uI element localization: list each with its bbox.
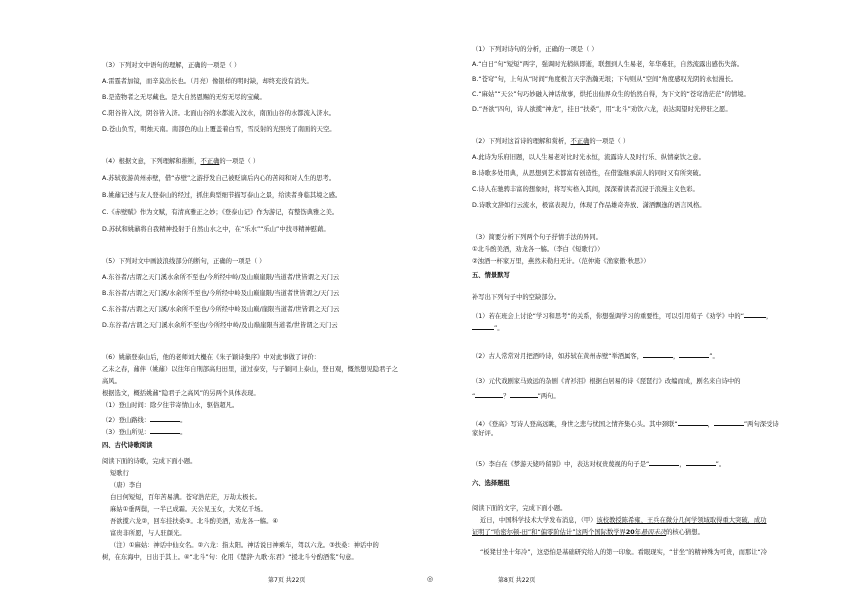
s5-item-3: （3）元代戏剧家马致远的杂剧《青衫泪》根据白居易的诗《琵琶行》改编而成，剧名来自诗中的 [472,378,741,385]
q4-stem-emphasis: 不正确 [200,158,220,165]
q4-option-c: C.《赤壁赋》作为文赋，有清真雅正之妙；《登泰山记》作为游记，有整饬典雅之美。 [102,209,339,216]
answer-blank[interactable] [679,351,709,358]
poem-note-2: 树，在东海中，日出于其上。④“北斗”句：化用《楚辞·九歌·东君》“援北斗兮酌酒浆”句意。 [102,554,358,561]
answer-blank[interactable] [150,415,180,422]
q2-option-a: A.此诗为乐府旧题，以人生易老对比时光永恒，流露诗人及时行乐、纵情豪饮之意。 [472,154,705,161]
q2-stem: （2）下列对这首诗的理解和赏析，不正确的一项是（ ） [472,138,630,145]
q5-option-a: A.东谷者/古谓之天门溪水余所不至也/今所经中岭/及山巅崖限/当道者/世皆谓之天门云 [102,274,340,281]
q5-option-c: C.东谷者/古谓之天门溪/水余所不至也/今所经中岭及山巅/崖限当道者/世皆谓之天门云 [102,306,340,313]
answer-blank[interactable] [744,311,766,318]
q4-option-d: D.苏轼和姚鼐将自我精神投射于自然山水之中，在“乐水”“乐山”中找寻精神慰藉。 [102,226,330,233]
q6-line-1: （6）姚鼐登泰山后，他的老师刘大櫆在《朱子颖诗集序》中对此事做了评价： [102,354,321,361]
poem-line-1: 白日何短短，百年苦易满。苍穹浩茫茫，万劫太极长。 [110,494,262,501]
section-6-intro: 阅读下面的文字，完成下面小题。 [472,505,567,512]
q3-option-d: D.苍山负雪，明烛天南。南部色的山上覆盖着白雪，雪反射的光照亮了南面的天空。 [102,126,336,133]
q1-option-a: A.“白日”句“短短”两字，强调时光稍纵即逝，联想到人生易老，年华难驻，自然流露出感伤失落。 [472,61,744,68]
q4-stem: （4）根据文意，下列理解和推断，不正确的一项是（ ） [102,158,260,165]
s5-item-4: （4）《登高》写诗人登高远眺，身世之悲与忧国之情齐集心头。其中颈联“ ， ”两句深受诗 [472,421,779,428]
q2-stem-emphasis: 不正确 [570,138,590,145]
q6-line-2: 乙未之春，鼐伴（姚鼐）以往年自刑部高归田里，道过泰安，与子颖同上泰山，登日观，慨然想见隐君子之 [102,366,398,373]
answer-blank[interactable] [475,391,503,398]
q5-option-b: B.东谷者/古谓之天门溪/水余所不至也/今所经中岭及山巅崖限/当道者世皆谓之/天门云 [102,290,340,297]
q6-line-3: 高风。 [102,378,121,385]
section-4-intro: 阅读下面的诗歌，完成下面小题。 [102,458,197,465]
poem-title: 短歌行 [110,470,129,477]
q3-option-c: C.阳谷皆入汶，阴谷皆入济。北面山谷的水都流入汶水，南面山谷的水都流入济水。 [102,110,336,117]
q2-option-d: D.诗歌文辞如行云流水，极富表现力，体现了作品雄奇奔放、潇洒飘逸的语言风格。 [472,202,706,209]
section-4-heading: 四、古代诗歌阅读 [102,442,153,449]
s5-item-4-cont: 家好评。 [472,430,498,437]
page-number-right: 第8页 共22页 [498,577,536,584]
q3-stem-right: （3）简要分析下列两个句子抒情手法的异同。 [472,234,602,241]
answer-blank[interactable] [686,459,716,466]
answer-blank[interactable] [714,419,744,426]
s6-paragraph-line-3: “板凳甘坐十年冷”，这恐怕是基础研究给人的第一印象。看眼现实，“甘坐”的精神殊为可贵，而那让“冷 [480,549,768,556]
answer-blank[interactable] [678,419,708,426]
q5-stem: （5）下列对文中画波浪线部分的断句，正确的一项是（ ） [102,258,266,265]
q6-line-7: （3）登山所见： 。 [102,429,187,436]
s5-item-2: （2）古人常常对月把酒吟诗，如苏轼在黄州赤壁“举酒属客， ， ”。 [472,353,719,360]
s6-paragraph-line-2: 证明了“哈密尔顿-田”和“偏零阶估计”这两个国际数学界20年悬而未决的核心猜想。 [472,529,704,536]
poem-line-4: 富贵非所愿，与人驻颜光。 [110,530,186,537]
poem-line-2: 麻姑①垂两鬓，一半已成霜。天公见玉女，大笑亿千场。 [110,506,267,513]
q2-option-c: C.诗人在驰骋丰富的想象时，将写实格入其间，深深着读者沉浸于浪漫主义色彩。 [472,186,699,193]
q3-option-a: A.雷霆者加镜，而辛莫出长也。（月亮）像银样的明时缺，却终充没有消失。 [102,78,313,85]
q6-line-5: （1）登山时间：除夕往节寄情山水，驱俗超凡。 [102,402,239,409]
section-5-heading: 五、情景默写 [472,272,510,279]
q2-option-b: B.诗歌多处用典，从思想到艺术都富有创造性，在借鉴继承前人的同时又有所突破。 [472,170,706,177]
poem-line-3: 吾欲揽六龙②，回车挂扶桑③。北斗酌美酒，劝龙各一觞。④ [110,518,279,525]
s5-item-1: （1）若在班会上讨论“学习和思考”的关系，你想强调学习的重要性，可以引用荀子《劝学》中的“ ， [472,313,773,320]
answer-blank[interactable] [643,351,673,358]
poem-author: （唐）李白 [110,482,142,489]
q1-option-b: B.“苍穹”句，上句从“时间”角度极言天宇浩瀚无垠；下句则从“空间”角度感叹光阴的永恒漫长。 [472,76,738,83]
poem-note-1: （注）①麻姑：神话中仙女名。②六龙：指太阳。神话说日神乘车，驾以六龙。③扶桑：神话中的 [110,542,379,549]
section-5-intro: 补写出下列句子中的空缺部分。 [472,294,561,301]
q5-option-d: D.东谷者/古谓之天门溪水余所不至也/今所经中岭/及山巅崖限当道者/世皆谓之天门云 [102,322,338,329]
q3-option-b: B.是造物者之无尽藏也。是大自然恩赐的无穷无尽的宝藏。 [102,94,266,101]
answer-blank[interactable] [150,427,180,434]
page-number-left: 第7页 共22页 [268,577,306,584]
answer-blank[interactable] [649,459,679,466]
q1-option-d: D.“吾欲”四句，诗人欲揽“神龙”，挂日“扶桑”，用“北斗”劝饮六龙，表达渴望时光停驻之愿。 [472,106,732,113]
q6-line-4: 根据选文，概括姚鼐“隐君子之高风”的另两个具体表现。 [102,390,260,397]
q1-stem: （1）下列对诗句的分析，正确的一项是（ ） [472,46,598,53]
s6-paragraph-line-1: 近日，中国科学技术大学发布消息，（甲）该校教授陈希雍、王兵在微分几何学领域取得重大突破，成功 [480,517,767,524]
underlined-passage: 该校教授陈希雍、王兵在微分几何学领域取得重大突破，成功 [596,517,767,524]
q3-stem: （3）下列对文中语句的理解，正确的一项是（ ） [102,62,241,69]
q1-option-c: C.“麻姑”“天公”句巧妙融入神话故事，烘托出仙界众生的怡然自得，为下文的“苍穹浩茫茫”的情境。 [472,91,750,98]
answer-blank[interactable] [472,323,494,330]
s5-item-5: （5）李白在《梦游天姥吟留别》中，表达对权贵蔑视的句子是“ ， ”。 [472,461,726,468]
q3-sentence-2: ②浊酒一杯家万里，燕然未勒归无计。（范仲淹《渔家傲·秋思》） [472,258,650,265]
q4-option-b: B.姚鼐记述与友人登泰山的经过，抓住典型细节描写泰山之景，给读者身临其境之感。 [102,192,342,199]
q3-sentence-1: ①北斗酌美酒，劝龙各一觞。（李白《短歌行》） [472,246,604,253]
section-6-heading: 六、选择题组 [472,480,510,487]
q6-line-6: （2）登山路线： 。 [102,417,187,424]
center-binding-icon: ◎ [427,575,434,583]
s5-item-3-cont: “ ？ ”两句。 [472,393,560,400]
q4-option-a: A.苏轼夜游黄州赤壁，借“赤壁”之游抒发自己被贬谪后内心的苦闷和对人生的思考。 [102,175,336,182]
right-page [430,0,860,608]
answer-blank[interactable] [510,391,538,398]
s5-item-1-cont: ”。 [472,323,504,332]
